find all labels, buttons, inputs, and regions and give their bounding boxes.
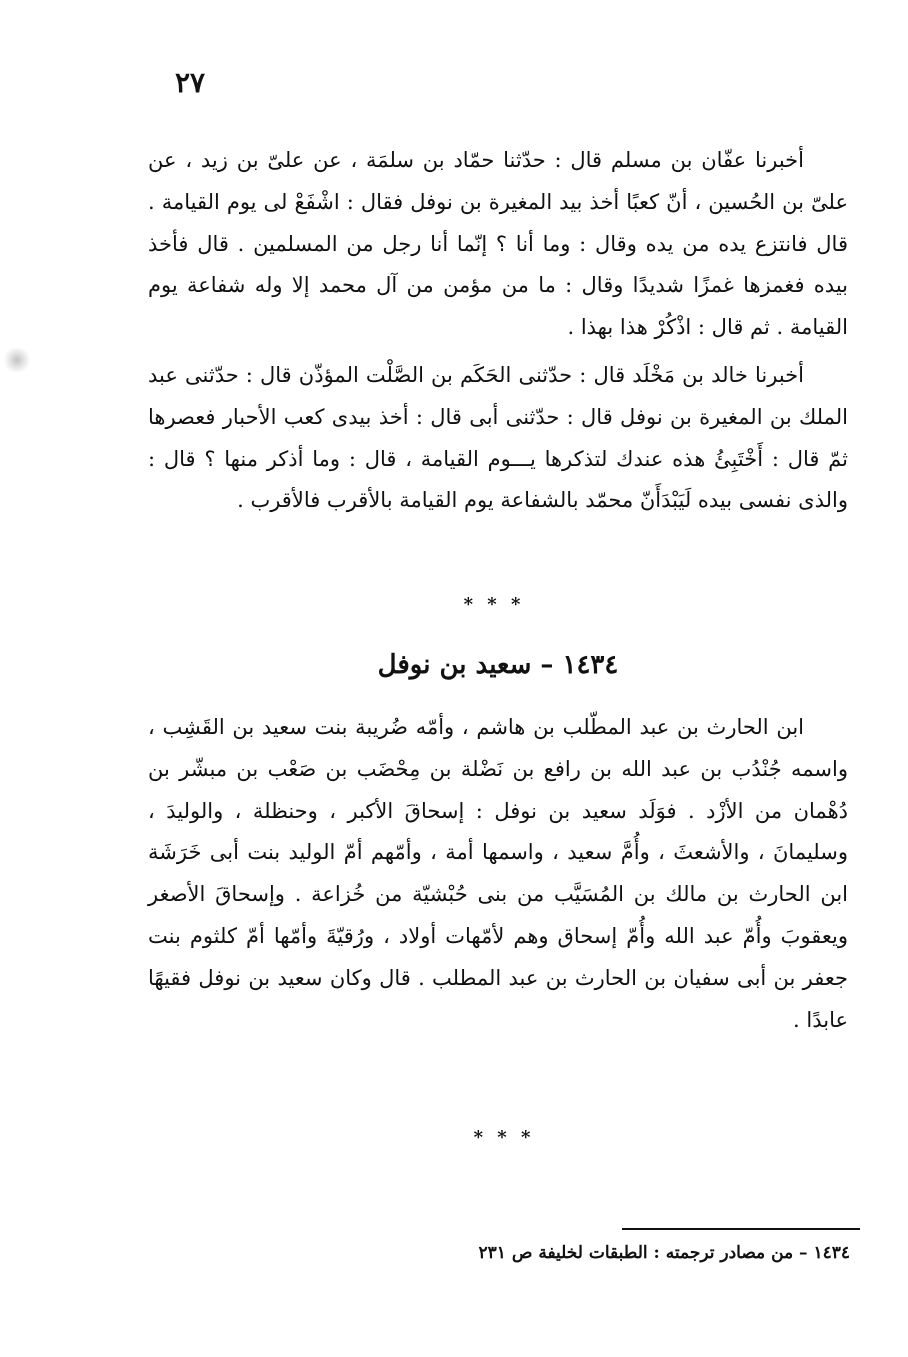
biography-paragraph: ابن الحارث بن عبد المطّلب بن هاشم ، وأمّه ضُريبة بنت سعيد بن القَشِب ، واسمه جُنْدُب بن عبد الله بن رافع بن نَضْلة بن مِحْضَب بن صَعْب بن مبشّر بن دُهْمان من الأزْد . فوَلَد سعيد بن نوفل : إسحاقَ الأكبر ، وحنظلة ، والوليدَ ، وسليمانَ ، والأشعثَ ، وأُمَّ سعيد ، واسمها أمة ، وأمّهم أمّ الوليد بنت أبى خَرَشَة ابن الحارث بن مالك بن المُسَيَّب من بنى حُبْشيّة من خُزاعة . وإسحاقَ الأصغر ويعقوبَ وأُمّ عبد الله وأُمّ إسحاق وهم لأمّهات أولاد ، ورُقيّةَ وأمّها أمّ كلثوم بنت جعفر بن أبى سفيان بن الحارث بن عبد المطلب . قال وكان سعيد بن نوفل فقيهًا عابدًا . bbox=[148, 715, 848, 1032]
narration-paragraph: أخبرنا عفّان بن مسلم قال : حدّثنا حمّاد بن سلمَة ، عن علىّ بن زيد ، عن علىّ بن الحُسين ، أنّ كعبًا أخذ بيد المغيرة بن نوفل فقال : اشْفَعْ لى يوم القيامة . قال فانتزع يده من يده وقال : وما أنا ؟ إنّما أنا رجل من المسلمين . قال فأخذ بيده فغمزها غمزًا شديدًا وقال : ما من مؤمن من آل محمد إلا وله شفاعة يوم القيامة . ثم قال : اذْكُرْ هذا بهذا . bbox=[148, 148, 848, 340]
biography-block bbox=[148, 707, 848, 1041]
narration-paragraph: أخبرنا خالد بن مَخْلَد قال : حدّثنى الحَكَم بن الصَّلْت المؤذّن قال : حدّثنى عبد الملك بن المغيرة بن نوفل قال : حدّثنى أبى قال : أخذ بيدى كعب الأحبار فعصرها ثمّ قال : أَخْتَبِئُ هذه عندك لتذكرها يـــوم القيامة ، قال : وما أذكر منها ؟ قال : والذى نفسى بيده لَيَبْدَأَنّ محمّد بالشفاعة يوم القيامة بالأقرب فالأقرب . bbox=[148, 363, 848, 513]
footnote: ١٤٣٤ – من مصادر ترجمته : الطبقات لخليفة ص ٢٣١ bbox=[478, 1243, 850, 1263]
section-heading: ١٤٣٤ – سعيد بن نوفل bbox=[377, 650, 619, 680]
section-separator: * * * bbox=[463, 594, 525, 615]
footnote-rule bbox=[622, 1228, 860, 1230]
narration-block-2 bbox=[148, 355, 848, 522]
scan-speck bbox=[2, 348, 32, 372]
page-number: ٢٧ bbox=[174, 66, 206, 99]
narration-block-1 bbox=[148, 140, 848, 349]
section-separator-end: * * * bbox=[473, 1127, 535, 1148]
